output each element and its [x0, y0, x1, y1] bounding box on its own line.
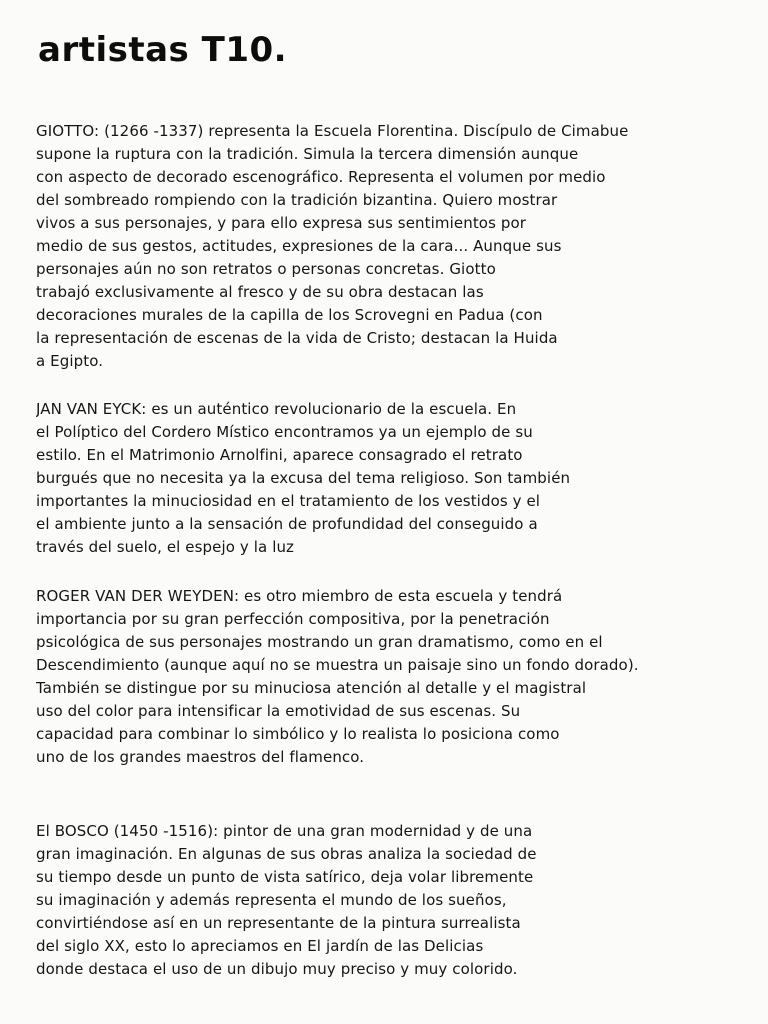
text-line: donde destaca el uso de un dibujo muy preciso y muy colorido. [36, 960, 518, 978]
text-line: capacidad para combinar lo simbólico y lo realista lo posiciona como [36, 725, 560, 743]
text-line: También se distingue por su minuciosa atención al detalle y el magistral [36, 679, 587, 697]
text-line: supone la ruptura con la tradición. Simula la tercera dimensión aunque [36, 145, 579, 163]
text-line: el Políptico del Cordero Místico encontramos ya un ejemplo de su [36, 423, 533, 441]
paragraph-van-der-weyden [36, 585, 738, 769]
text-line: convirtiéndose así en un representante de la pintura surrealista [36, 914, 521, 932]
text-line: la representación de escenas de la vida de Cristo; destacan la Huida [36, 329, 558, 347]
text-line: trabajó exclusivamente al fresco y de su obra destacan las [36, 283, 484, 301]
text-line: ROGER VAN DER WEYDEN: es otro miembro de esta escuela y tendrá [36, 587, 563, 605]
text-line: El BOSCO (1450 -1516): pintor de una gran modernidad y de una [36, 822, 533, 840]
paragraph-el-bosco [36, 820, 738, 981]
text-line: través del suelo, el espejo y la luz [36, 538, 295, 556]
paragraph-giotto [36, 120, 738, 373]
text-line: burgués que no necesita ya la excusa del tema religioso. Son también [36, 469, 571, 487]
text-line: uno de los grandes maestros del flamenco. [36, 748, 365, 766]
text-line: su tiempo desde un punto de vista satírico, deja volar libremente [36, 868, 534, 886]
paragraph-van-eyck [36, 398, 738, 559]
text-line: psicológica de sus personajes mostrando un gran dramatismo, como en el [36, 633, 603, 651]
text-line: importantes la minuciosidad en el tratamiento de los vestidos y el [36, 492, 541, 510]
text-line: Descendimiento (aunque aquí no se muestra un paisaje sino un fondo dorado). [36, 656, 639, 674]
text-line: del sombreado rompiendo con la tradición bizantina. Quiero mostrar [36, 191, 558, 209]
text-line: JAN VAN EYCK: es un auténtico revolucionario de la escuela. En [36, 400, 517, 418]
page-title: artistas T10. [38, 30, 288, 70]
text-line: importancia por su gran perfección compositiva, por la penetración [36, 610, 550, 628]
text-line: el ambiente junto a la sensación de profundidad del conseguido a [36, 515, 538, 533]
text-line: gran imaginación. En algunas de sus obras analiza la sociedad de [36, 845, 537, 863]
text-line: estilo. En el Matrimonio Arnolfini, aparece consagrado el retrato [36, 446, 523, 464]
text-line: GIOTTO: (1266 -1337) representa la Escuela Florentina. Discípulo de Cimabue [36, 122, 629, 140]
text-line: uso del color para intensificar la emotividad de sus escenas. Su [36, 702, 521, 720]
text-line: del siglo XX, esto lo apreciamos en El jardín de las Delicias [36, 937, 484, 955]
text-line: personajes aún no son retratos o personas concretas. Giotto [36, 260, 496, 278]
text-line: con aspecto de decorado escenográfico. Representa el volumen por medio [36, 168, 606, 186]
text-line: a Egipto. [36, 352, 104, 370]
text-line: vivos a sus personajes, y para ello expresa sus sentimientos por [36, 214, 527, 232]
text-line: decoraciones murales de la capilla de los Scrovegni en Padua (con [36, 306, 543, 324]
text-line: su imaginación y además representa el mundo de los sueños, [36, 891, 507, 909]
text-line: medio de sus gestos, actitudes, expresiones de la cara... Aunque sus [36, 237, 562, 255]
